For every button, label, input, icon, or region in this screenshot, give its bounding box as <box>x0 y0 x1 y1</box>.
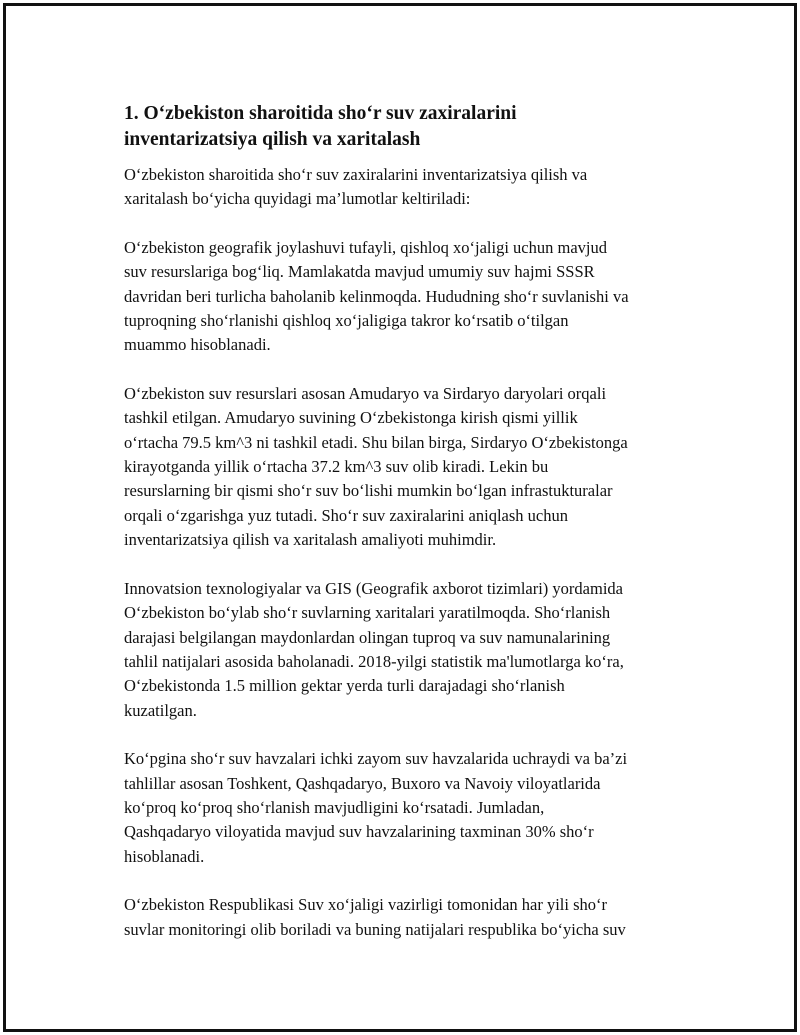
paragraph-geography <box>124 236 704 358</box>
text-line: kuzatilgan. <box>124 700 197 720</box>
text-line: kirayotganda yillik o‘rtacha 37.2 km^3 suv olib kiradi. Lekin bu <box>124 457 549 477</box>
text-line: ko‘proq ko‘proq sho‘rlanish mavjudligini ko‘rsatadi. Jumladan, <box>124 797 545 817</box>
paragraph-water-resources <box>124 382 704 553</box>
text-line: inventarizatsiya qilish va xaritalash amaliyoti muhimdir. <box>124 530 497 550</box>
text-line: O‘zbekiston sharoitida sho‘r suv zaxiralarini inventarizatsiya qilish va <box>124 165 588 184</box>
text-line: tashkil etilgan. Amudaryo suvining O‘zbekistonga kirish qismi yillik <box>124 408 578 428</box>
section-heading-line: inventarizatsiya qilish va xaritalash <box>124 129 421 150</box>
text-line: darajasi belgilangan maydonlardan olingan tuproq va suv namunalarining <box>124 627 611 647</box>
text-line: O‘zbekistonda 1.5 million gektar yerda turli darajadagi sho‘rlanish <box>124 676 565 696</box>
text-line: O‘zbekiston Respublikasi Suv xo‘jaligi vazirligi tomonidan har yili sho‘r <box>124 895 608 915</box>
text-line: suv resurslariga bog‘liq. Mamlakatda mavjud umumiy suv hajmi SSSR <box>124 262 595 282</box>
text-line: Ko‘pgina sho‘r suv havzalari ichki zayom suv havzalarida uchraydi va ba’zi <box>124 749 628 769</box>
text-line: o‘rtacha 79.5 km^3 ni tashkil etadi. Shu bilan birga, Sirdaryo O‘zbekistonga <box>124 432 628 452</box>
text-line: hisoblanadi. <box>124 846 205 866</box>
text-line: O‘zbekiston bo‘ylab sho‘r suvlarning xaritalari yaratilmoqda. Sho‘rlanish <box>124 603 611 623</box>
section-heading-line: 1. O‘zbekiston sharoitida sho‘r suv zaxiralarini <box>124 103 517 124</box>
text-line: O‘zbekiston suv resurslari asosan Amudaryo va Sirdaryo daryolari orqali <box>124 383 607 403</box>
text-line: tahlillar asosan Toshkent, Qashqadaryo, Buxoro va Navoiy viloyatlarida <box>124 773 601 793</box>
paragraph-regions <box>124 747 704 869</box>
text-line: resurslarning bir qismi sho‘r suv bo‘lishi mumkin bo‘lgan infrastukturalar <box>124 481 613 501</box>
text-line: davridan beri turlicha baholanib kelinmoqda. Hududning sho‘r suvlanishi va <box>124 286 629 306</box>
section-heading <box>124 101 704 153</box>
text-line: Innovatsion texnologiyalar va GIS (Geografik axborot tizimlari) yordamida <box>124 578 623 598</box>
text-line: xaritalash bo‘yicha quyidagi ma’lumotlar keltiriladi: <box>124 189 471 209</box>
text-line: Qashqadaryo viloyatida mavjud suv havzalarining taxminan 30% sho‘r <box>124 822 594 842</box>
text-line: suvlar monitoringi olib boriladi va buning natijalari respublika bo‘yicha suv <box>124 919 626 939</box>
document-body <box>124 101 704 966</box>
text-line: O‘zbekiston geografik joylashuvi tufayli, qishloq xo‘jaligi uchun mavjud <box>124 237 607 257</box>
text-line: orqali o‘zgarishga yuz tutadi. Sho‘r suv zaxiralarini aniqlash uchun <box>124 505 568 525</box>
paragraph-monitoring <box>124 893 704 942</box>
text-line: tuproqning sho‘rlanishi qishloq xo‘jaligiga takror ko‘rsatib o‘tilgan <box>124 311 569 331</box>
text-line: muammo hisoblanadi. <box>124 335 271 355</box>
paragraph-intro <box>124 163 704 212</box>
text-line: tahlil natijalari asosida baholanadi. 2018-yilgi statistik ma'lumotlarga ko‘ra, <box>124 651 624 671</box>
paragraph-gis-mapping <box>124 577 704 723</box>
page-frame <box>3 3 797 1032</box>
